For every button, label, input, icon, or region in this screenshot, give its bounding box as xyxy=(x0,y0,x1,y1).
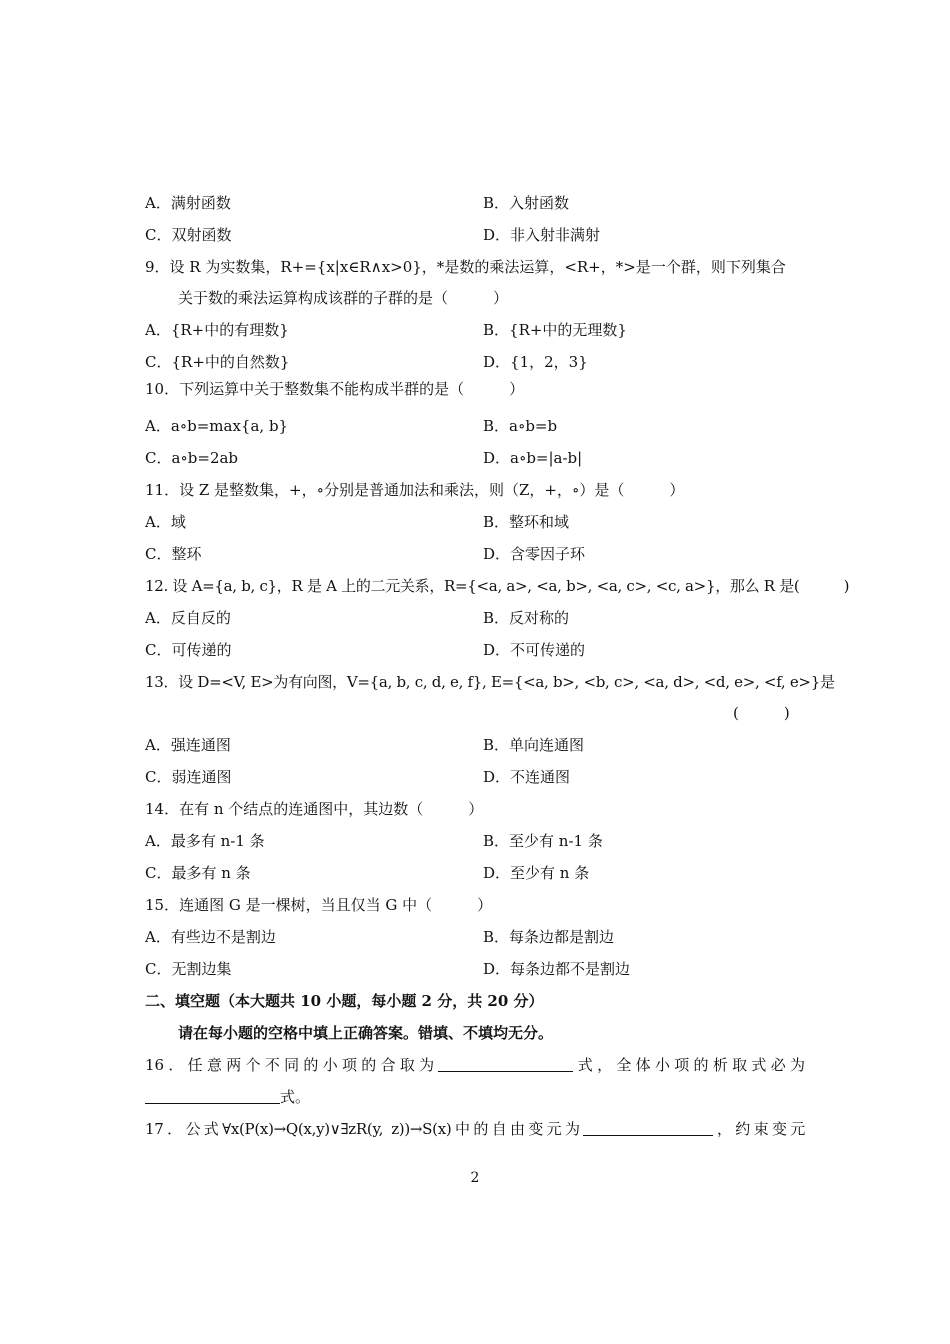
q11-option-d: D．含零因子环 xyxy=(483,545,586,563)
q11-option-b: B．整环和域 xyxy=(483,513,570,531)
q9-option-d: D．{1，2，3} xyxy=(483,353,588,371)
section-2-heading xyxy=(0,989,950,1013)
q8-option-c: C．双射函数 xyxy=(145,226,232,244)
q11-options-row-2 xyxy=(0,542,950,566)
q11-options-row-1 xyxy=(0,510,950,534)
q10-options-row-2 xyxy=(0,446,950,470)
q9-option-c: C．{R+中的自然数} xyxy=(145,353,290,371)
q15-option-a: A．有些边不是割边 xyxy=(145,928,276,946)
question-11 xyxy=(0,478,950,502)
question-16-text-cont xyxy=(145,1085,310,1109)
question-17-line-1 xyxy=(0,1117,950,1141)
question-16-line-1 xyxy=(0,1053,950,1077)
question-9-text: 9．设 R 为实数集，R+={x|x∈R∧x>0}，*是数的乘法运算，<R+，*>是一个群，则下列集合 xyxy=(145,258,786,276)
question-15-text: 15．连通图 G 是一棵树，当且仅当 G 中（ ） xyxy=(145,896,493,914)
q15-option-b: B．每条边都是割边 xyxy=(483,928,615,946)
question-16-line-2 xyxy=(0,1085,950,1109)
q12-option-a: A．反自反的 xyxy=(145,609,231,627)
q14-option-b: B．至少有 n-1 条 xyxy=(483,832,603,850)
section-2-title: 二、填空题（本大题共 10 小题，每小题 2 分，共 20 分） xyxy=(145,992,544,1010)
q13-option-a: A．强连通图 xyxy=(145,736,231,754)
q8-option-b: B．入射函数 xyxy=(483,194,570,212)
question-10-text: 10．下列运算中关于整数集不能构成半群的是（ ） xyxy=(145,380,525,398)
q10-option-d: D．a∘b=|a-b| xyxy=(483,449,583,467)
page-number: 2 xyxy=(470,1170,480,1186)
question-12-text: 12. 设 A={a, b, c}，R 是 A 上的二元关系，R={<a, a>, <a, b>, <a, c>, <c, a>}，那么 R 是( ) xyxy=(145,577,850,595)
q11-option-a: A．域 xyxy=(145,513,186,531)
question-13-text: 13．设 D=<V, E>为有向图，V={a, b, c, d, e, f}, E={<a, b>, <b, c>, <a, d>, <d, e>, <f, e>}是 xyxy=(145,673,835,691)
answer-blank-16a[interactable] xyxy=(438,1055,573,1072)
q12-options-row-2 xyxy=(0,638,950,662)
q9-options-row-2 xyxy=(0,350,950,374)
q10-option-b: B．a∘b=b xyxy=(483,417,558,435)
question-10 xyxy=(0,377,950,401)
question-17-text xyxy=(145,1117,805,1141)
q13-options-row-1 xyxy=(0,733,950,757)
q12-option-d: D．不可传递的 xyxy=(483,641,586,659)
question-14 xyxy=(0,797,950,821)
question-9-line-2 xyxy=(0,286,950,310)
q13-options-row-2 xyxy=(0,765,950,789)
q14-option-a: A．最多有 n-1 条 xyxy=(145,832,265,850)
q9-option-a: A．{R+中的有理数} xyxy=(145,321,289,339)
q8-options-row-1 xyxy=(0,191,950,215)
q12-option-b: B．反对称的 xyxy=(483,609,570,627)
q14-options-row-1 xyxy=(0,829,950,853)
question-12 xyxy=(0,574,950,598)
question-9-text-cont: 关于数的乘法运算构成该群的子群的是（ ） xyxy=(178,289,509,307)
question-15 xyxy=(0,893,950,917)
q13-option-c: C．弱连通图 xyxy=(145,768,232,786)
question-13-line-2 xyxy=(0,701,950,725)
question-16-text xyxy=(145,1053,805,1077)
question-13-answer-paren: ( ) xyxy=(733,704,790,722)
answer-blank-17a[interactable] xyxy=(583,1119,713,1136)
question-17-part-1: 17．公式∀x(P(x)→Q(x,y)∨∃zR(y, z))→S(x)中的自由变元为 xyxy=(145,1120,584,1138)
q8-option-a: A．满射函数 xyxy=(145,194,231,212)
q12-option-c: C．可传递的 xyxy=(145,641,232,659)
q12-options-row-1 xyxy=(0,606,950,630)
q14-option-c: C．最多有 n 条 xyxy=(145,864,251,882)
question-14-text: 14．在有 n 个结点的连通图中，其边数（ ） xyxy=(145,800,484,818)
q10-option-a: A．a∘b=max{a, b} xyxy=(145,417,289,435)
section-2-instruction: 请在每小题的空格中填上正确答案。错填、不填均无分。 xyxy=(178,1024,554,1042)
question-16-part-2: 式，全体小项的析取式必为 xyxy=(573,1056,805,1074)
q8-options-row-2 xyxy=(0,223,950,247)
question-16-part-3: 式。 xyxy=(280,1088,311,1106)
q11-option-c: C．整环 xyxy=(145,545,202,563)
question-16-part-1: 16．任意两个不同的小项的合取为 xyxy=(145,1056,439,1074)
q14-options-row-2 xyxy=(0,861,950,885)
q9-options-row-1 xyxy=(0,318,950,342)
question-17-part-2: ，约束变元 xyxy=(713,1120,805,1138)
q15-option-c: C．无割边集 xyxy=(145,960,232,978)
q15-options-row-2 xyxy=(0,957,950,981)
q9-option-b: B．{R+中的无理数} xyxy=(483,321,627,339)
question-11-text: 11．设 Z 是整数集，+，∘分别是普通加法和乘法，则（Z，+，∘）是（ ） xyxy=(145,481,685,499)
q14-option-d: D．至少有 n 条 xyxy=(483,864,590,882)
q10-option-c: C．a∘b=2ab xyxy=(145,449,239,467)
q15-option-d: D．每条边都不是割边 xyxy=(483,960,631,978)
question-13-line-1 xyxy=(0,670,950,694)
q15-options-row-1 xyxy=(0,925,950,949)
q8-option-d: D．非入射非满射 xyxy=(483,226,601,244)
q10-options-row-1 xyxy=(0,414,950,438)
answer-blank-16b[interactable] xyxy=(145,1087,280,1104)
section-2-instruction-line xyxy=(0,1021,950,1045)
question-9-line-1 xyxy=(0,255,950,279)
q13-option-d: D．不连通图 xyxy=(483,768,571,786)
q13-option-b: B．单向连通图 xyxy=(483,736,585,754)
